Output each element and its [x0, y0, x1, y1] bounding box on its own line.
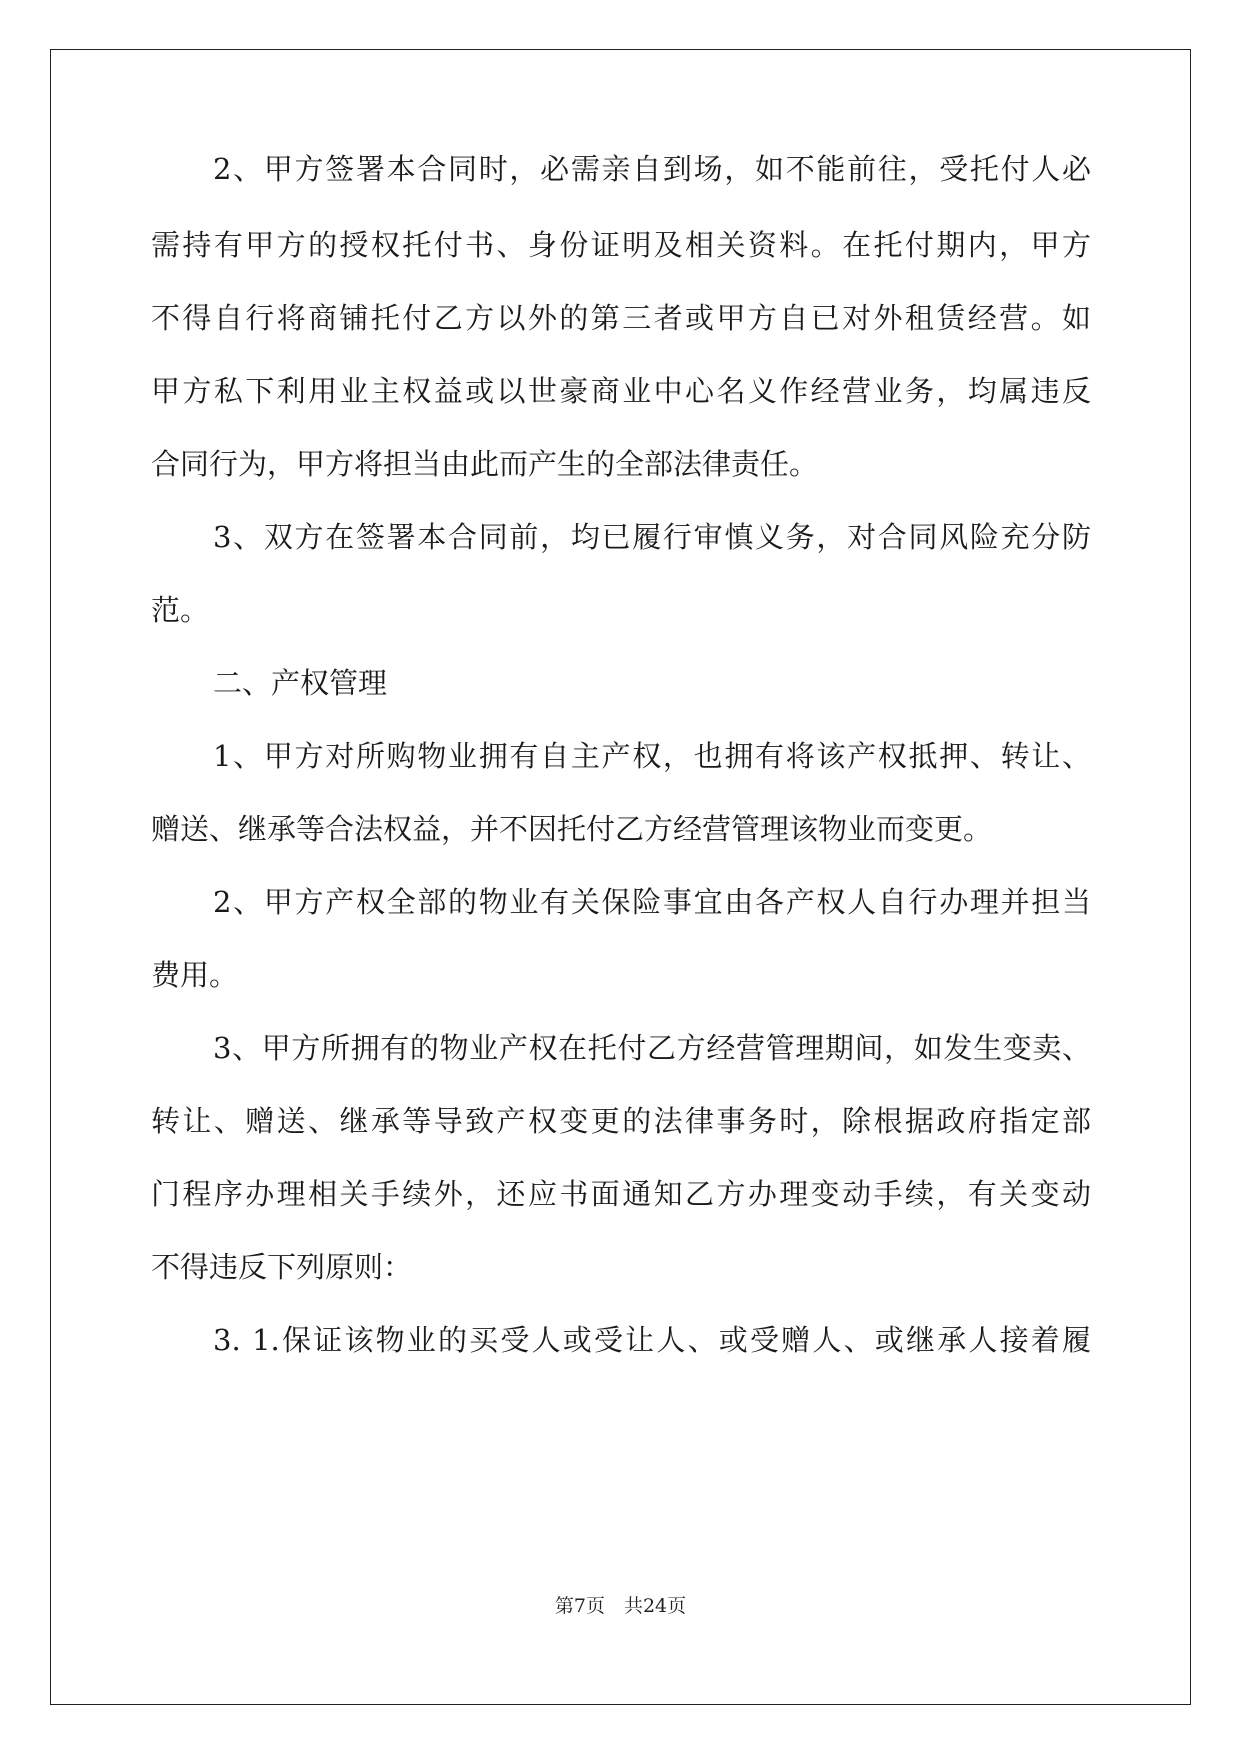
paragraph-line: 费用。: [151, 958, 239, 992]
paragraph-line: 合同行为，甲方将担当由此而产生的全部法律责任。: [151, 447, 819, 481]
section-heading: 二、产权管理: [213, 666, 388, 700]
paragraph-line: 2、甲方签署本合同时，必需亲自到场，如不能前往，受托付人必: [213, 152, 1091, 186]
paragraph-line: 3、双方在签署本合同前，均已履行审慎义务，对合同风险充分防: [213, 520, 1091, 554]
paragraph-line: 甲方私下利用业主权益或以世豪商业中心名义作经营业务，均属违反: [151, 374, 1091, 408]
paragraph-line: 范。: [151, 593, 210, 627]
paragraph-line: 不得自行将商铺托付乙方以外的第三者或甲方自已对外租赁经营。如: [151, 301, 1091, 335]
paragraph-line: 3. 1.保证该物业的买受人或受让人、或受赠人、或继承人接着履: [213, 1323, 1091, 1357]
paragraph-line: 2、甲方产权全部的物业有关保险事宜由各产权人自行办理并担当: [213, 885, 1091, 919]
paragraph-line: 需持有甲方的授权托付书、身份证明及相关资料。在托付期内，甲方: [151, 228, 1091, 262]
paragraph-line: 赠送、继承等合法权益，并不因托付乙方经营管理该物业而变更。: [151, 812, 993, 846]
paragraph-line: 1、甲方对所购物业拥有自主产权，也拥有将该产权抵押、转让、: [213, 739, 1091, 773]
paragraph-line: 门程序办理相关手续外，还应书面通知乙方办理变动手续，有关变动: [151, 1177, 1091, 1211]
paragraph-line: 转让、赠送、继承等导致产权变更的法律事务时，除根据政府指定部: [151, 1104, 1091, 1138]
paragraph-line: 不得违反下列原则：: [151, 1250, 413, 1284]
paragraph-line: 3、甲方所拥有的物业产权在托付乙方经营管理期间，如发生变卖、: [213, 1031, 1091, 1065]
page-number: 第7页 共24页: [554, 1595, 687, 1617]
